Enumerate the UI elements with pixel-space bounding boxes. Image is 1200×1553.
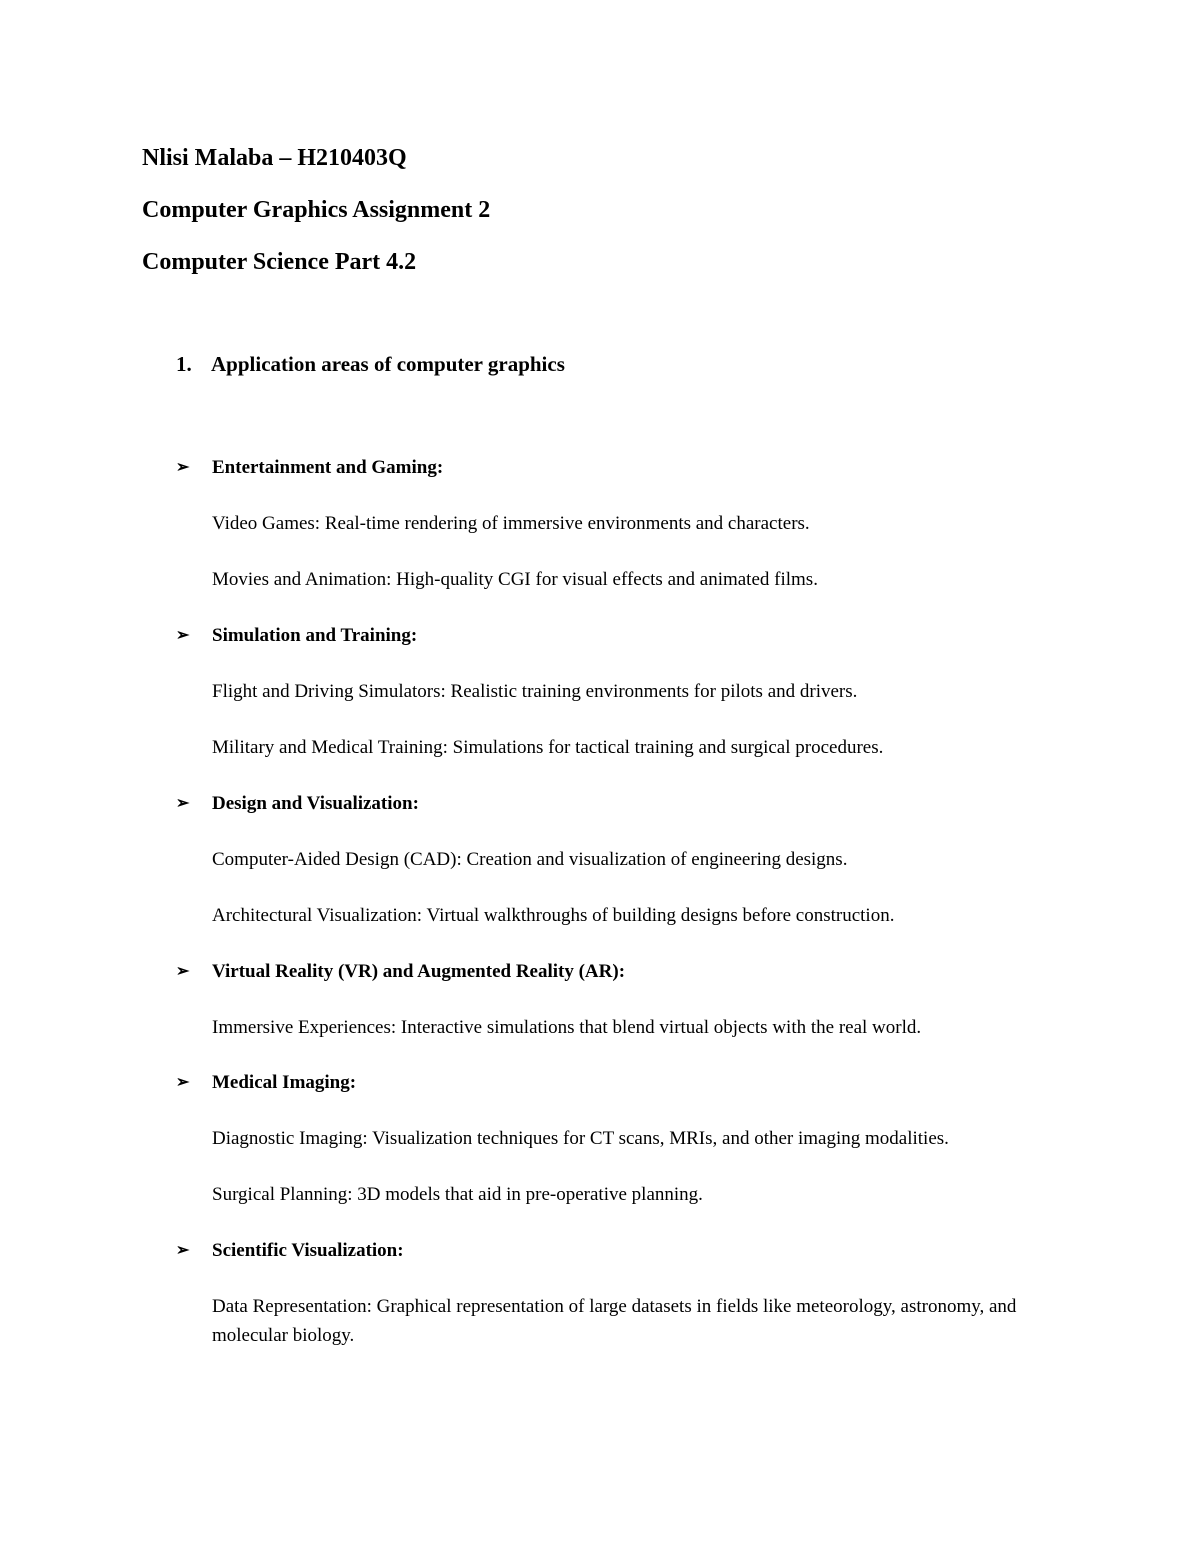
author-line: Nlisi Malaba – H210403Q (142, 145, 407, 171)
arrowhead-bullet-icon: ➢ (176, 963, 190, 980)
area-item: Diagnostic Imaging: Visualization techniques for CT scans, MRIs, and other imaging modalities. (212, 1128, 949, 1149)
area-item: Immersive Experiences: Interactive simulations that blend virtual objects with the real world. (212, 1017, 922, 1038)
area-item: Movies and Animation: High-quality CGI for visual effects and animated films. (212, 569, 818, 590)
area-item: Surgical Planning: 3D models that aid in pre-operative planning. (212, 1184, 703, 1205)
arrowhead-bullet-icon: ➢ (176, 1074, 190, 1091)
course-line: Computer Graphics Assignment 2 (142, 197, 491, 223)
area-heading-label: Scientific Visualization: (212, 1240, 404, 1261)
area-heading-entertainment (176, 455, 443, 482)
area-heading-label: Design and Visualization: (212, 793, 419, 814)
arrowhead-bullet-icon: ➢ (176, 459, 190, 476)
area-heading-label: Entertainment and Gaming: (212, 457, 444, 478)
area-heading-scientific (176, 1238, 404, 1265)
area-heading-label: Virtual Reality (VR) and Augmented Reality (AR): (212, 961, 626, 982)
area-item: Architectural Visualization: Virtual walkthroughs of building designs before construction. (212, 905, 895, 926)
arrowhead-bullet-icon: ➢ (176, 1242, 190, 1259)
area-heading-design (176, 791, 419, 818)
area-item: Military and Medical Training: Simulations for tactical training and surgical procedures. (212, 737, 884, 758)
program-line: Computer Science Part 4.2 (142, 249, 417, 275)
section-title: Application areas of computer graphics (211, 352, 565, 376)
area-item: Data Representation: Graphical representation of large datasets in fields like meteorology, astronomy, and molecular biology. (212, 1296, 1017, 1346)
area-heading-medical (176, 1070, 356, 1097)
section-heading (176, 349, 565, 379)
area-heading-label: Simulation and Training: (212, 625, 418, 646)
area-item: Video Games: Real-time rendering of immersive environments and characters. (212, 513, 810, 534)
section-number: 1. (176, 352, 192, 376)
arrowhead-bullet-icon: ➢ (176, 795, 190, 812)
area-heading-label: Medical Imaging: (212, 1072, 357, 1093)
area-heading-simulation (176, 623, 417, 650)
area-item: Computer-Aided Design (CAD): Creation and visualization of engineering designs. (212, 849, 848, 870)
area-heading-vr-ar (176, 959, 625, 986)
area-item: Flight and Driving Simulators: Realistic training environments for pilots and drivers. (212, 681, 858, 702)
arrowhead-bullet-icon: ➢ (176, 627, 190, 644)
